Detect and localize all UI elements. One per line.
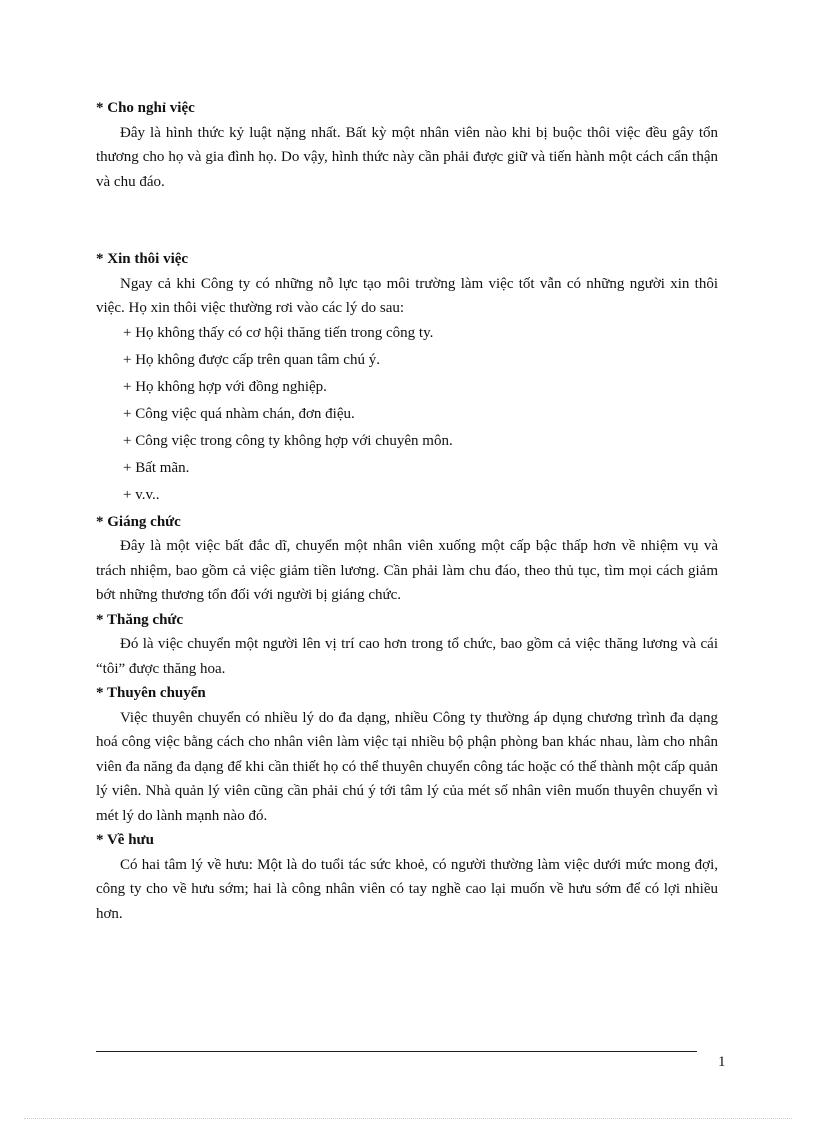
footer-rule (96, 1051, 697, 1052)
list-item: + Công việc quá nhàm chán, đơn điệu. (123, 405, 355, 422)
list-item: + Công việc trong công ty không hợp với chuyên môn. (123, 432, 453, 449)
page-body (96, 96, 718, 926)
section-spacer (96, 194, 718, 247)
paragraph-thang-chuc: Đó là việc chuyển một người lên vị trí cao hơn trong tổ chức, bao gồm cả việc thăng lương và cái “tôi” được thăng hoa. (96, 636, 718, 677)
paragraph-thuyen-chuyen: Việc thuyên chuyển có nhiều lý do đa dạng, nhiều Công ty thường áp dụng chương trình đa dạng hoá công việc bằng cách cho nhân viên làm việc tại nhiều bộ phận phòng ban khác nhau, làm cho nhân viên đa năng đa dạng để khi cần thiết họ có thể thuyên chuyển công tác hoặc có thể thành một cấp quản lý viên. Nhà quản lý viên cũng cần phải chú ý tới tâm lý của mét số nhân viên muốn thuyên chuyển vì mét lý do lành mạnh nào đó. (96, 709, 718, 824)
section-heading-thuyen-chuyen: * Thuyên chuyển (96, 685, 206, 701)
paragraph-xin-thoi-viec: Ngay cả khi Công ty có những nỗ lực tạo môi trường làm việc tốt vẫn có những người xin thôi việc. Họ xin thôi việc thường rơi vào các lý do sau: (96, 275, 718, 316)
paragraph-ve-huu: Có hai tâm lý về hưu: Một là do tuổi tác sức khoẻ, có người thường làm việc dưới mức mong đợi, công ty cho về hưu sớm; hai là công nhân viên có tay nghề cao lại muốn về hưu sớm để có lợi nhiều hơn. (96, 856, 718, 922)
list-item: + Họ không thấy có cơ hội thăng tiến trong công ty. (123, 324, 434, 341)
paragraph-cho-nghi-viec: Đây là hình thức kỷ luật nặng nhất. Bất kỳ một nhân viên nào khi bị buộc thôi việc đều gây tổn thương cho họ và gia đình họ. Do vậy, hình thức này cần phải được giữ và tiến hành một cách cẩn thận và chu đáo. (96, 124, 718, 190)
section-heading-giang-chuc: * Giáng chức (96, 513, 181, 530)
page-number: 1 (718, 1054, 726, 1070)
section-heading-xin-thoi-viec: * Xin thôi việc (96, 251, 189, 267)
list-item: + Bất mãn. (123, 459, 190, 476)
section-heading-ve-huu: * Về hưu (96, 832, 154, 848)
list-item: + Họ không hợp với đồng nghiệp. (123, 378, 327, 395)
page-boundary-divider (24, 1118, 792, 1119)
list-item: + Họ không được cấp trên quan tâm chú ý. (123, 351, 380, 368)
section-heading-cho-nghi-viec: * Cho nghỉ việc (96, 100, 195, 116)
section-heading-thang-chuc: * Thăng chức (96, 611, 184, 628)
list-item: + v.v.. (123, 486, 160, 503)
paragraph-giang-chuc: Đây là một việc bất đắc dĩ, chuyển một nhân viên xuống một cấp bậc thấp hơn về nhiệm vụ và trách nhiệm, bao gồm cả việc giảm tiền lương. Cần phải làm chu đáo, theo thủ tục, tìm mọi cách giảm bớt những thương tổn đối với người bị giáng chức. (96, 538, 718, 603)
